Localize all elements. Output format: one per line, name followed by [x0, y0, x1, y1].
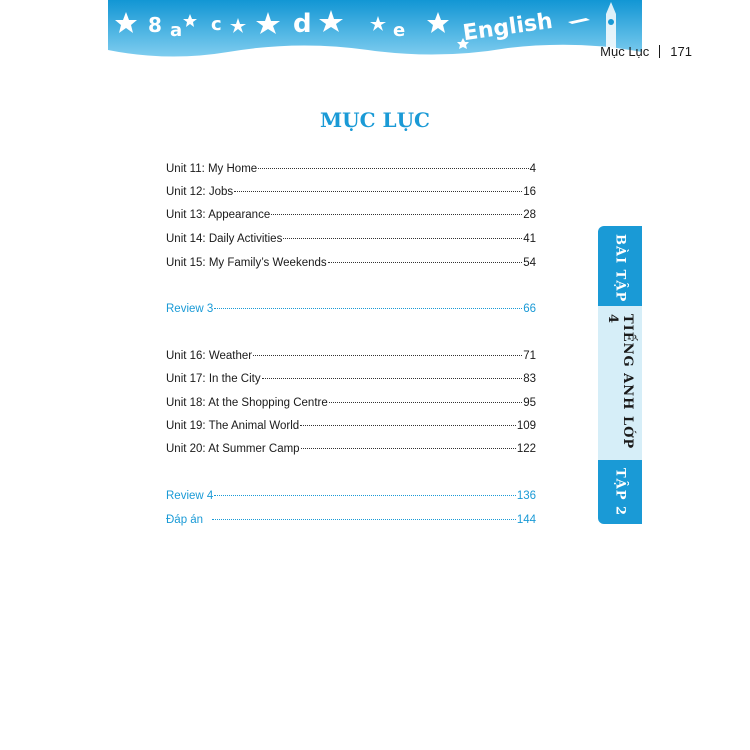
banner-english-word: English: [461, 8, 555, 47]
toc-entry: Unit 15: My Family’s Weekends 54: [166, 257, 536, 269]
side-tab-segment: [598, 226, 642, 306]
running-header: [600, 44, 692, 59]
header-banner: [108, 0, 642, 68]
toc-entry-review-4: Review 4 136: [166, 490, 536, 502]
banner-graphic: [108, 0, 642, 68]
banner-letter: e: [393, 20, 406, 41]
header-divider: [659, 45, 660, 58]
toc-entry: Unit 19: The Animal World 109: [166, 420, 536, 432]
svg-text:8: 8: [148, 13, 162, 37]
toc-entry: Unit 16: Weather 71: [166, 350, 536, 362]
section-label: Mục Lục: [600, 44, 650, 59]
toc-entry-review-3: Review 3 66: [166, 303, 536, 315]
side-tab-text: BÀI TẬP: [612, 234, 628, 303]
toc-entry: Unit 14: Daily Activities 41: [166, 233, 536, 245]
page-number: 171: [670, 44, 692, 59]
toc-entry: Unit 11: My Home 4: [166, 163, 536, 175]
page-title: MỤC LỤC: [320, 108, 430, 132]
toc-entry: Unit 12: Jobs 16: [166, 186, 536, 198]
banner-letter: c: [211, 14, 222, 35]
toc-entry: Unit 17: In the City 83: [166, 373, 536, 385]
toc-entry: Unit 18: At the Shopping Centre 95: [166, 397, 536, 409]
toc-entry-answers: Đáp án 144: [166, 514, 536, 526]
side-tab-segment: [598, 460, 642, 524]
banner-letter: a: [170, 20, 183, 41]
toc-entry: Unit 20: At Summer Camp 122: [166, 443, 536, 455]
side-tab: [598, 226, 642, 524]
side-tab-text: TIẾNG ANH LỚP 4: [605, 314, 635, 450]
banner-letter: d: [293, 9, 312, 39]
side-tab-text: TẬP 2: [612, 468, 628, 517]
side-tab-segment: [598, 306, 642, 460]
toc-entry: Unit 13: Appearance 28: [166, 209, 536, 221]
